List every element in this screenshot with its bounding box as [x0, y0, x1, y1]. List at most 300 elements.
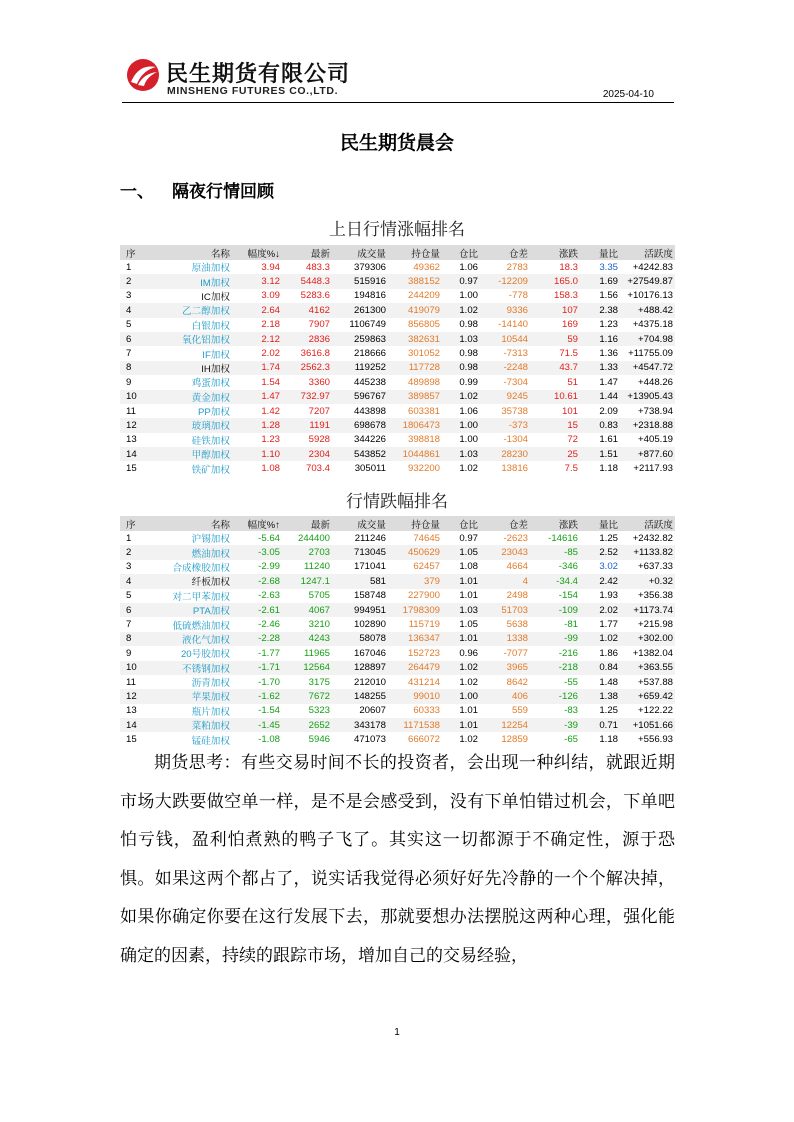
table-row[interactable] [120, 560, 675, 574]
cell-oi: 666072 [407, 734, 440, 746]
column-header-oi: 持仓量 [388, 245, 442, 260]
cell-activity: +363.55 [620, 661, 675, 675]
cell-volume: 445238 [353, 376, 386, 388]
cell-activity: +1173.74 [620, 603, 675, 617]
cell-pct: 1.42 [261, 405, 280, 417]
cell-oi-ratio: 1.01 [459, 590, 478, 602]
table-row[interactable] [120, 418, 675, 432]
cell-oi: 419079 [388, 303, 442, 317]
cell-vol-ratio: 2.38 [580, 303, 620, 317]
cell-oi-diff: -2623 [503, 532, 528, 544]
cell-last: 12564 [282, 661, 332, 675]
cell-oi-ratio: 1.06 [459, 405, 478, 417]
cell-volume: 543852 [332, 447, 388, 461]
cell-change: -39 [530, 718, 580, 732]
cell-name[interactable]: 对二甲苯加权 [172, 591, 230, 603]
table-row[interactable] [120, 289, 675, 303]
cell-pct: -2.63 [258, 590, 280, 602]
cell-name[interactable]: PP加权 [198, 407, 230, 419]
cell-pct: 2.12 [232, 332, 282, 346]
cell-vol-ratio: 1.33 [580, 361, 620, 375]
cell-change: -126 [530, 689, 580, 703]
cell-last: 3175 [308, 676, 330, 688]
cell-oi-ratio: 1.06 [459, 261, 478, 273]
column-header-pct: 幅度%↓ [232, 245, 282, 260]
cell-last: 3210 [308, 619, 330, 631]
cell-oi-ratio: 1.05 [442, 545, 480, 559]
column-header-last: 最新 [282, 516, 332, 531]
cell-pct: 1.47 [232, 390, 282, 404]
cell-oi-ratio: 1.08 [459, 561, 478, 573]
column-header-idx: 序 [120, 245, 144, 260]
table-row[interactable] [120, 433, 675, 447]
cell-vol-ratio: 2.09 [599, 405, 618, 417]
cell-pct: -2.68 [232, 574, 282, 588]
cell-oi-diff: -12209 [480, 274, 530, 288]
cell-oi: 99010 [388, 689, 442, 703]
cell-change: 25 [530, 447, 580, 461]
table-row[interactable] [120, 390, 675, 404]
cell-vol-ratio: 1.36 [599, 348, 618, 360]
cell-last: 4243 [282, 632, 332, 646]
column-header-volume: 成交量 [332, 245, 388, 260]
column-header-change: 涨跌 [530, 516, 580, 531]
cell-idx: 1 [126, 532, 132, 544]
losers-table [120, 516, 675, 747]
cell-oi-ratio: 1.00 [442, 418, 480, 432]
cell-pct: 1.23 [261, 434, 280, 446]
cell-vol-ratio: 1.56 [599, 290, 618, 302]
cell-vol-ratio: 1.44 [580, 390, 620, 404]
cell-last: 5283.6 [300, 290, 330, 302]
table-row[interactable] [120, 361, 675, 375]
cell-oi: 431214 [407, 676, 440, 688]
cell-vol-ratio: 0.71 [580, 718, 620, 732]
cell-activity: +215.98 [638, 619, 673, 631]
table-row[interactable] [120, 346, 675, 360]
cell-oi-diff: 3965 [480, 661, 530, 675]
table-row[interactable] [120, 603, 675, 617]
cell-oi: 152723 [407, 647, 440, 659]
cell-pct: -5.64 [258, 532, 280, 544]
cell-pct: -1.71 [232, 661, 282, 675]
column-header-name: 名称 [144, 245, 232, 260]
table-row[interactable] [120, 675, 675, 689]
cell-oi: 603381 [407, 405, 440, 417]
cell-oi: 301052 [407, 348, 440, 360]
cell-change: 71.5 [559, 348, 578, 360]
cell-oi-ratio: 0.99 [459, 376, 478, 388]
cell-oi-ratio: 0.98 [459, 348, 478, 360]
cell-pct: 3.09 [261, 290, 280, 302]
cell-idx: 10 [120, 661, 144, 675]
cell-oi: 1044861 [388, 447, 442, 461]
commentary-paragraph: 期货思考：有些交易时间不长的投资者，会出现一种纠结，就跟近期市场大跌要做空单一样，是不是会感受到，没有下单怕错过机会，下单吧怕亏钱，盈利怕煮熟的鸭子飞了。其实这一切都源于不确定性，源于恐惧。如果这两个都占了，说实话我觉得必须好好先冷静的一个个解决掉，如果你确定你要在这行发展下去，那就要想办法摆脱这两种心理，强化能确定的因素，持续的跟踪市场，增加自己的交易经验， [120, 753, 675, 966]
cell-last: 2703 [282, 545, 332, 559]
cell-oi-diff: -2248 [480, 361, 530, 375]
table-row[interactable] [120, 404, 675, 418]
cell-last: 5323 [308, 705, 330, 717]
company-name-cn: 民生期货有限公司 [166, 62, 351, 87]
cell-idx: 8 [120, 361, 144, 375]
cell-volume: 261300 [332, 303, 388, 317]
cell-name[interactable]: 燃油加权 [144, 545, 232, 559]
cell-change: 158.3 [553, 290, 578, 302]
cell-oi: 1798309 [388, 603, 442, 617]
cell-activity: +11755.09 [628, 348, 673, 360]
cell-name[interactable]: 沪锡加权 [191, 534, 230, 546]
cell-last: 4067 [282, 603, 332, 617]
cell-idx: 8 [120, 632, 144, 646]
cell-idx: 4 [120, 574, 144, 588]
cell-idx: 13 [126, 434, 137, 446]
table-row[interactable] [120, 332, 675, 346]
cell-name[interactable]: 不锈钢加权 [144, 661, 232, 675]
table-row[interactable] [120, 718, 675, 732]
cell-change: -81 [564, 619, 578, 631]
cell-pct: -3.05 [232, 545, 282, 559]
column-header-name: 名称 [144, 516, 232, 531]
cell-last: 2562.3 [282, 361, 332, 375]
cell-last: 4162 [282, 303, 332, 317]
cell-last: 5448.3 [282, 274, 332, 288]
cell-activity: +1051.66 [620, 718, 675, 732]
table-row[interactable] [120, 632, 675, 646]
cell-last: 3616.8 [300, 348, 330, 360]
cell-change: 59 [530, 332, 580, 346]
cell-idx: 15 [126, 734, 137, 746]
document-title: 民生期货晨会 [339, 132, 454, 154]
cell-oi-diff: 23043 [480, 545, 530, 559]
table-row[interactable] [120, 461, 675, 475]
cell-idx: 7 [126, 348, 132, 360]
cell-name[interactable]: 玻璃加权 [144, 418, 232, 432]
cell-pct: -1.70 [258, 676, 280, 688]
cell-oi-diff: 2498 [506, 590, 528, 602]
cell-oi-diff: 5638 [506, 619, 528, 631]
cell-last: 1247.1 [282, 574, 332, 588]
cell-volume: 102890 [353, 619, 386, 631]
cell-vol-ratio: 1.25 [599, 532, 618, 544]
cell-vol-ratio: 1.48 [599, 676, 618, 688]
cell-oi: 1171538 [388, 718, 442, 732]
cell-idx: 7 [126, 619, 132, 631]
cell-oi-diff: 406 [480, 689, 530, 703]
cell-oi: 227900 [407, 590, 440, 602]
cell-idx: 9 [126, 376, 132, 388]
cell-last: 483.3 [305, 261, 330, 273]
cell-last: 7672 [282, 689, 332, 703]
cell-volume: 20607 [359, 705, 386, 717]
cell-pct: -2.46 [258, 619, 280, 631]
cell-change: 10.61 [530, 390, 580, 404]
cell-idx: 1 [126, 261, 132, 273]
cell-vol-ratio: 1.02 [580, 632, 620, 646]
cell-pct: 3.12 [232, 274, 282, 288]
table-row[interactable] [120, 704, 675, 718]
cell-change: 51 [567, 376, 578, 388]
cell-vol-ratio: 2.42 [580, 574, 620, 588]
table-row[interactable] [120, 260, 675, 274]
cell-oi-diff: 1338 [480, 632, 530, 646]
cell-name[interactable]: 乙二醇加权 [144, 303, 232, 317]
cell-last: 2652 [282, 718, 332, 732]
cell-oi: 136347 [388, 632, 442, 646]
cell-name[interactable]: 鸡蛋加权 [191, 378, 230, 390]
table-row[interactable] [120, 689, 675, 703]
cell-oi-diff: -778 [508, 290, 528, 302]
cell-volume: 167046 [353, 647, 386, 659]
cell-volume: 698678 [332, 418, 388, 432]
cell-vol-ratio: 1.23 [599, 319, 618, 331]
gainers-table-title: 上日行情涨幅排名 [329, 220, 465, 240]
column-header-last: 最新 [282, 245, 332, 260]
cell-name[interactable]: 铁矿加权 [191, 464, 230, 476]
page-header [122, 56, 674, 103]
cell-name[interactable]: 硅铁加权 [191, 435, 230, 447]
cell-vol-ratio: 1.93 [599, 590, 618, 602]
cell-idx: 13 [126, 705, 137, 717]
cell-oi-diff: 28230 [480, 447, 530, 461]
table-row[interactable] [120, 574, 675, 588]
cell-volume: 128897 [332, 661, 388, 675]
cell-vol-ratio: 0.83 [580, 418, 620, 432]
cell-last: 2304 [282, 447, 332, 461]
table-row[interactable] [120, 531, 675, 545]
cell-activity: +877.60 [620, 447, 675, 461]
cell-name[interactable]: IC加权 [201, 291, 230, 303]
cell-oi: 60333 [413, 705, 440, 717]
cell-oi: 398818 [407, 434, 440, 446]
table-row[interactable] [120, 318, 675, 332]
section-heading [120, 177, 274, 202]
cell-oi: 489898 [407, 376, 440, 388]
cell-oi-diff: 9245 [480, 390, 530, 404]
cell-name[interactable]: 菜粕加权 [144, 718, 232, 732]
cell-change: -55 [564, 676, 578, 688]
cell-idx: 11 [126, 676, 136, 688]
cell-vol-ratio: 1.77 [599, 619, 618, 631]
cell-pct: -1.54 [258, 705, 280, 717]
cell-pct: 1.08 [261, 463, 280, 475]
cell-oi-diff: 12254 [480, 718, 530, 732]
cell-name[interactable]: PTA加权 [144, 603, 232, 617]
table-row[interactable] [120, 447, 675, 461]
cell-name[interactable]: 合成橡胶加权 [172, 562, 230, 574]
column-header-activity: 活跃度 [620, 516, 675, 531]
cell-activity: +704.98 [620, 332, 675, 346]
cell-volume: 581 [332, 574, 388, 588]
cell-idx: 15 [126, 463, 137, 475]
cell-volume: 443898 [353, 405, 386, 417]
table-row[interactable] [120, 545, 675, 559]
cell-oi-ratio: 0.96 [459, 647, 478, 659]
cell-oi-ratio: 1.01 [442, 718, 480, 732]
cell-oi-diff: -7313 [503, 348, 528, 360]
table-row[interactable] [120, 661, 675, 675]
cell-pct: 2.18 [261, 319, 280, 331]
cell-change: -216 [558, 647, 578, 659]
cell-name[interactable]: 甲醇加权 [144, 447, 232, 461]
cell-change: -154 [558, 590, 578, 602]
cell-oi-ratio: 1.00 [459, 434, 478, 446]
cell-oi: 74645 [413, 532, 440, 544]
table-row[interactable] [120, 375, 675, 389]
column-header-oi: 持仓量 [388, 516, 442, 531]
cell-volume: 171041 [353, 561, 386, 573]
cell-oi-diff: 10544 [480, 332, 530, 346]
column-header-idx: 序 [120, 516, 144, 531]
cell-vol-ratio: 1.47 [599, 376, 618, 388]
table-row[interactable] [120, 617, 675, 631]
cell-volume: 713045 [332, 545, 388, 559]
cell-oi-diff: -7077 [503, 647, 528, 659]
cell-last: 5928 [308, 434, 330, 446]
cell-pct: 2.02 [261, 348, 280, 360]
cell-change: 43.7 [530, 361, 580, 375]
cell-name[interactable]: 原油加权 [191, 263, 230, 275]
cell-activity: +4242.83 [632, 261, 673, 273]
cell-volume: 471073 [353, 734, 386, 746]
cell-oi: 388152 [388, 274, 442, 288]
page-number: 1 [394, 1027, 400, 1038]
cell-pct: 1.74 [232, 361, 282, 375]
cell-oi: 117728 [388, 361, 442, 375]
table-row[interactable] [120, 589, 675, 603]
cell-activity: +4375.18 [632, 319, 673, 331]
cell-name[interactable]: 黄金加权 [144, 390, 232, 404]
cell-oi-ratio: 0.97 [442, 274, 480, 288]
cell-oi-diff: 4664 [506, 561, 528, 573]
cell-activity: +10176.13 [627, 290, 673, 302]
cell-idx: 3 [126, 561, 132, 573]
cell-change: 72 [567, 434, 578, 446]
cell-change: 15 [530, 418, 580, 432]
cell-name[interactable]: 沥青加权 [191, 678, 230, 690]
cell-idx: 2 [120, 545, 144, 559]
cell-change: -85 [530, 545, 580, 559]
cell-name[interactable]: 锰硅加权 [191, 735, 230, 747]
cell-oi: 389857 [388, 390, 442, 404]
column-header-pct: 幅度%↑ [232, 516, 282, 531]
cell-name[interactable]: 纤板加权 [144, 574, 232, 588]
cell-activity: +738.94 [638, 405, 673, 417]
report-date: 2025-04-10 [602, 89, 654, 100]
cell-idx: 10 [120, 390, 144, 404]
cell-change: 18.3 [559, 261, 578, 273]
cell-change: 7.5 [564, 463, 578, 475]
cell-volume: 344226 [353, 434, 386, 446]
cell-oi-diff: 35738 [501, 405, 528, 417]
cell-pct: 1.54 [261, 376, 280, 388]
cell-oi-ratio: 0.98 [442, 361, 480, 375]
cell-volume: 211246 [354, 532, 386, 544]
cell-activity: +556.93 [638, 734, 673, 746]
column-header-change: 涨跌 [530, 245, 580, 260]
cell-vol-ratio: 1.18 [599, 734, 618, 746]
cell-name[interactable]: 白银加权 [191, 320, 230, 332]
column-header-activity: 活跃度 [620, 245, 675, 260]
cell-oi-ratio: 1.00 [442, 689, 480, 703]
cell-vol-ratio: 1.16 [580, 332, 620, 346]
cell-name[interactable]: 低硫燃油加权 [172, 620, 230, 632]
cell-volume: 119252 [332, 361, 388, 375]
cell-volume: 305011 [354, 463, 386, 475]
cell-volume: 994951 [332, 603, 388, 617]
cell-oi-ratio: 1.02 [459, 734, 478, 746]
cell-name[interactable]: IH加权 [144, 361, 232, 375]
cell-oi-diff: -373 [480, 418, 530, 432]
cell-change: -34.4 [530, 574, 580, 588]
cell-oi-diff: 2783 [506, 261, 528, 273]
cell-last: 7907 [308, 319, 330, 331]
cell-name[interactable]: 苹果加权 [144, 689, 232, 703]
cell-change: 107 [530, 303, 580, 317]
cell-oi-diff: 4 [480, 574, 530, 588]
cell-oi-ratio: 1.02 [442, 390, 480, 404]
cell-pct: -2.28 [232, 632, 282, 646]
cell-oi-ratio: 1.02 [459, 463, 478, 475]
cell-oi: 379 [388, 574, 442, 588]
cell-change: -14616 [548, 532, 578, 544]
cell-name[interactable]: 20号胶加权 [180, 649, 230, 661]
cell-name[interactable]: 瓶片加权 [191, 706, 230, 718]
table-header-row [120, 516, 675, 531]
cell-last: 3360 [308, 376, 330, 388]
table-row[interactable] [120, 274, 675, 288]
company-name-en: MINSHENG FUTURES CO.,LTD. [167, 85, 339, 97]
cell-oi-ratio: 1.03 [442, 447, 480, 461]
cell-name[interactable]: IM加权 [144, 274, 232, 288]
cell-name[interactable]: IF加权 [202, 349, 230, 361]
cell-change: -65 [564, 734, 578, 746]
cell-activity: +2432.82 [632, 532, 673, 544]
cell-pct: -1.62 [232, 689, 282, 703]
cell-change: -218 [530, 661, 580, 675]
cell-idx: 9 [126, 647, 132, 659]
cell-change: -83 [564, 705, 578, 717]
cell-oi: 62457 [413, 561, 440, 573]
cell-oi: 49362 [413, 261, 440, 273]
cell-vol-ratio: 1.51 [580, 447, 620, 461]
cell-activity: +4547.72 [620, 361, 675, 375]
cell-idx: 6 [120, 332, 144, 346]
cell-oi-ratio: 1.05 [459, 619, 478, 631]
cell-pct: -2.99 [258, 561, 280, 573]
cell-volume: 212010 [353, 676, 386, 688]
column-header-volume: 成交量 [332, 516, 388, 531]
cell-oi-ratio: 1.03 [442, 332, 480, 346]
cell-oi-ratio: 1.03 [442, 603, 480, 617]
cell-activity: +2117.93 [633, 463, 673, 475]
cell-pct: 3.94 [261, 261, 280, 273]
cell-pct: 1.10 [232, 447, 282, 461]
cell-idx: 14 [120, 718, 144, 732]
cell-activity: +637.33 [638, 561, 673, 573]
cell-pct: -1.45 [232, 718, 282, 732]
cell-change: 101 [561, 405, 578, 417]
table-row[interactable] [120, 646, 675, 660]
cell-last: 5705 [308, 590, 330, 602]
cell-name[interactable]: 液化气加权 [144, 632, 232, 646]
cell-name[interactable]: 氧化铝加权 [144, 332, 232, 346]
column-header-oi-diff: 仓差 [480, 516, 530, 531]
cell-last: 2836 [282, 332, 332, 346]
table-row[interactable] [120, 303, 675, 317]
cell-change: 165.0 [530, 274, 580, 288]
cell-last: 7207 [308, 405, 330, 417]
cell-pct: 1.28 [232, 418, 282, 432]
